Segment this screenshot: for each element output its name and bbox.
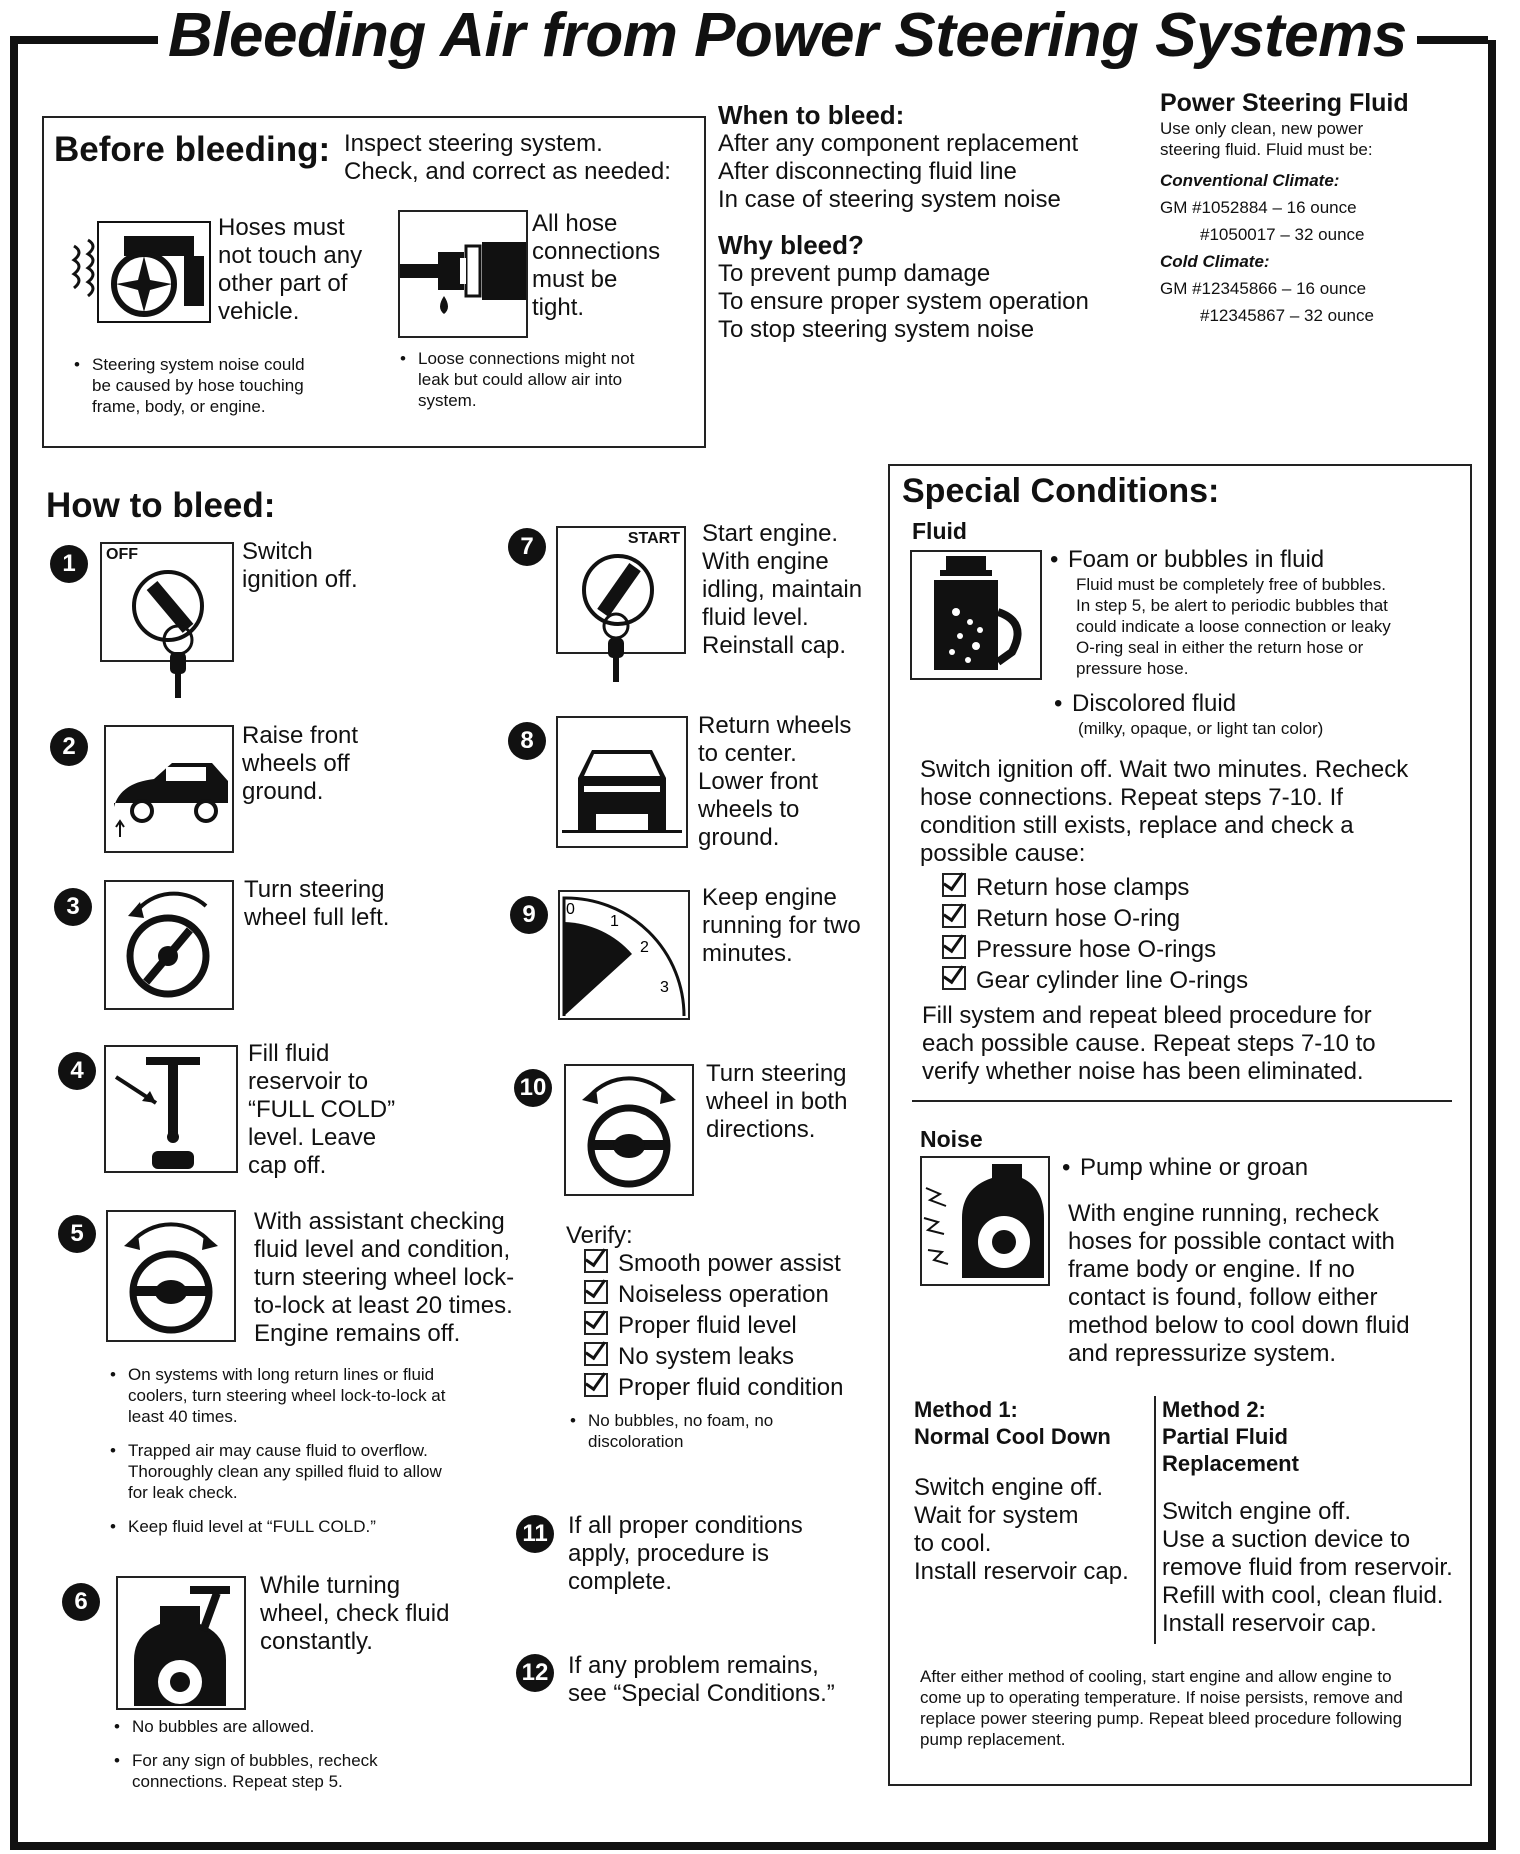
hose-engine-icon [64, 216, 214, 326]
page-title: Bleeding Air from Power Steering Systems [158, 0, 1417, 71]
hoses-note: • Steering system noise could be caused by hose touching frame, body, or engine. [92, 354, 305, 417]
conn-text-1: All hose [532, 210, 618, 237]
hoses-text-3: other part of [218, 270, 348, 297]
cold-part: GM #12345866 – 16 ounce [1160, 279, 1367, 298]
verify-list [584, 1248, 843, 1403]
step-number: 2 [50, 728, 88, 766]
checkbox-checked-icon [584, 1342, 608, 1366]
check-fluid-icon [116, 1576, 246, 1710]
method-1-heading: Method 1: Normal Cool Down [914, 1397, 1111, 1449]
discolored-text: (milky, opaque, or light tan color) [1078, 719, 1324, 738]
step-1-text: Switch ignition off. [242, 538, 358, 593]
conn-text-4: tight. [532, 294, 585, 321]
conn-text-2: connections [532, 238, 661, 265]
step-5-text: With assistant checking fluid level and condition, turn steering wheel lock- to-lock at least 20 times. Engine remains off. [254, 1208, 515, 1347]
foam-heading: • Foam or bubbles in fluid [1068, 546, 1324, 574]
fluid-label: Fluid [912, 518, 967, 544]
car-front-icon [556, 716, 688, 848]
step-5-note: • On systems with long return lines or fluid coolers, turn steering wheel lock-to-lock at least 40 times. [128, 1364, 445, 1427]
verify-note: • No bubbles, no foam, no discoloration [588, 1410, 773, 1452]
step-9-text: Keep engine running for two minutes. [702, 884, 861, 967]
conn-note: • Loose connections might not leak but could allow air into system. [418, 348, 634, 411]
step-6-text: While turning wheel, check fluid constantly. [260, 1572, 450, 1655]
why-heading: Why bleed? [718, 230, 864, 260]
step-7-text: Start engine. With engine idling, maintain fluid level. Reinstall cap. [702, 520, 863, 659]
before-heading: Before bleeding: [54, 130, 331, 169]
before-intro-1: Inspect steering system. [344, 130, 603, 157]
section-divider [912, 1100, 1452, 1102]
fluid-spec-heading: Power Steering Fluid [1160, 89, 1409, 117]
discolored-heading: • Discolored fluid [1072, 690, 1236, 718]
checkbox-checked-icon [942, 904, 966, 928]
gauge-tick-0: 0 [566, 901, 575, 918]
hoses-text-4: vehicle. [218, 298, 300, 325]
checkbox-checked-icon [584, 1249, 608, 1273]
step-11-text: If all proper conditions apply, procedure is complete. [568, 1512, 803, 1595]
when-item: After disconnecting fluid line [718, 158, 1017, 185]
cold-label: Cold Climate: [1160, 252, 1270, 271]
foam-text: Fluid must be completely free of bubbles. In step 5, be alert to periodic bubbles that could indicate a loose connection or leaky O-ring seal in either the return hose or pressure hose. [1076, 575, 1391, 678]
step-2-text: Raise front wheels off ground. [242, 722, 359, 805]
step-number: 8 [508, 722, 546, 760]
step-4-text: Fill fluid reservoir to “FULL COLD” level. Leave cap off. [248, 1040, 396, 1179]
before-intro-2: Check, and correct as needed: [344, 158, 671, 185]
cause-item: Return hose O-ring [942, 903, 1248, 934]
steering-both-icon [106, 1210, 236, 1342]
step-number: 10 [514, 1069, 552, 1107]
when-heading: When to bleed: [718, 100, 905, 130]
step-number: 4 [58, 1052, 96, 1090]
method-2-heading: Method 2: Partial Fluid Replacement [1162, 1397, 1299, 1476]
verify-item: Smooth power assist [584, 1248, 843, 1279]
car-raised-icon [104, 725, 234, 853]
steering-both-icon [564, 1064, 694, 1196]
step-number: 7 [508, 528, 546, 566]
final-note: After either method of cooling, start engine and allow engine to come up to operating temperature. If noise persists, remove and replace power steering pump. Repeat bleed procedure following pump replacement. [920, 1667, 1403, 1749]
verify-label: Verify: [566, 1222, 633, 1249]
method-1-text: Switch engine off. Wait for system to cool. Install reservoir cap. [914, 1474, 1129, 1585]
checkbox-checked-icon [584, 1373, 608, 1397]
fill-reservoir-icon [104, 1045, 238, 1173]
how-heading: How to bleed: [46, 486, 276, 525]
fluid-spec-intro: steering fluid. Fluid must be: [1160, 140, 1373, 159]
cold-part: #12345867 – 32 ounce [1200, 306, 1374, 325]
step-number: 6 [62, 1583, 100, 1621]
step-8-text: Return wheels to center. Lower front wheels to ground. [698, 712, 852, 851]
verify-item: No system leaks [584, 1341, 843, 1372]
hoses-text-2: not touch any [218, 242, 363, 269]
verify-item: Proper fluid condition [584, 1372, 843, 1403]
step-10-text: Turn steering wheel in both directions. [706, 1060, 848, 1143]
switch-off-text: Switch ignition off. Wait two minutes. Recheck hose connections. Repeat steps 7-10. If condition still exists, replace and check a possible cause: [920, 756, 1409, 867]
when-section [718, 100, 1089, 344]
step-3-text: Turn steering wheel full left. [244, 876, 390, 931]
conv-part: #1050017 – 32 ounce [1200, 225, 1365, 244]
cause-item: Return hose clamps [942, 872, 1248, 903]
cause-list [942, 872, 1248, 996]
before-bleeding-box [42, 116, 706, 448]
fill-system-text: Fill system and repeat bleed procedure for each possible cause. Repeat steps 7-10 to verify whether noise has been eliminated. [922, 1002, 1376, 1085]
step-6-note: • No bubbles are allowed. [132, 1716, 314, 1737]
reservoir-bubbles-icon [910, 550, 1042, 680]
step-number: 1 [50, 545, 88, 583]
hoses-text-1: Hoses must [218, 214, 345, 241]
step-6-note: • For any sign of bubbles, recheck connections. Repeat step 5. [132, 1750, 378, 1792]
why-item: To stop steering system noise [718, 316, 1035, 343]
ignition-off-icon: OFF [100, 542, 234, 662]
special-heading: Special Conditions: [902, 472, 1220, 510]
why-item: To prevent pump damage [718, 260, 991, 287]
verify-item: Noiseless operation [584, 1279, 843, 1310]
steering-left-icon [104, 880, 234, 1010]
checkbox-checked-icon [584, 1280, 608, 1304]
cause-item: Pressure hose O-rings [942, 934, 1248, 965]
when-item: After any component replacement [718, 130, 1079, 157]
noise-text: With engine running, recheck hoses for possible contact with frame body or engine. If no contact is found, follow either method below to cool down fluid and repressurize system. [1068, 1200, 1410, 1367]
hose-connection-icon [398, 210, 528, 338]
special-conditions-box [888, 464, 1472, 1786]
top-rule-left [10, 36, 160, 44]
fluid-spec-section [1160, 88, 1409, 326]
conn-text-3: must be [532, 266, 618, 293]
method-divider [1154, 1396, 1156, 1644]
ignition-start-icon: START [556, 526, 686, 654]
verify-item: Proper fluid level [584, 1310, 843, 1341]
timer-gauge-icon [558, 890, 690, 1020]
conv-part: GM #1052884 – 16 ounce [1160, 198, 1357, 217]
gauge-tick-3: 3 [660, 979, 669, 996]
step-5-note: • Keep fluid level at “FULL COLD.” [128, 1516, 376, 1537]
gauge-tick-1: 1 [610, 913, 619, 930]
gauge-tick-2: 2 [640, 939, 649, 956]
why-item: To ensure proper system operation [718, 288, 1089, 315]
step-number: 3 [54, 888, 92, 926]
method-2-text: Switch engine off. Use a suction device to remove fluid from reservoir. Refill with cool, clean fluid. Install reservoir cap. [1162, 1498, 1453, 1637]
when-item: In case of steering system noise [718, 186, 1061, 213]
fluid-spec-intro: Use only clean, new power [1160, 119, 1364, 138]
pump-noise-icon [920, 1156, 1050, 1286]
step-12-text: If any problem remains, see “Special Conditions.” [568, 1652, 835, 1707]
checkbox-checked-icon [942, 966, 966, 990]
checkbox-checked-icon [942, 873, 966, 897]
conventional-label: Conventional Climate: [1160, 171, 1340, 190]
step-5-note: • Trapped air may cause fluid to overflow. Thoroughly clean any spilled fluid to allow for leak check. [128, 1440, 442, 1503]
checkbox-checked-icon [942, 935, 966, 959]
step-number: 5 [58, 1215, 96, 1253]
step-number: 9 [510, 896, 548, 934]
checkbox-checked-icon [584, 1311, 608, 1335]
step-number: 12 [516, 1654, 554, 1692]
step-number: 11 [516, 1515, 554, 1553]
pump-whine-heading: • Pump whine or groan [1080, 1154, 1308, 1182]
cause-item: Gear cylinder line O-rings [942, 965, 1248, 996]
noise-label: Noise [920, 1126, 983, 1152]
